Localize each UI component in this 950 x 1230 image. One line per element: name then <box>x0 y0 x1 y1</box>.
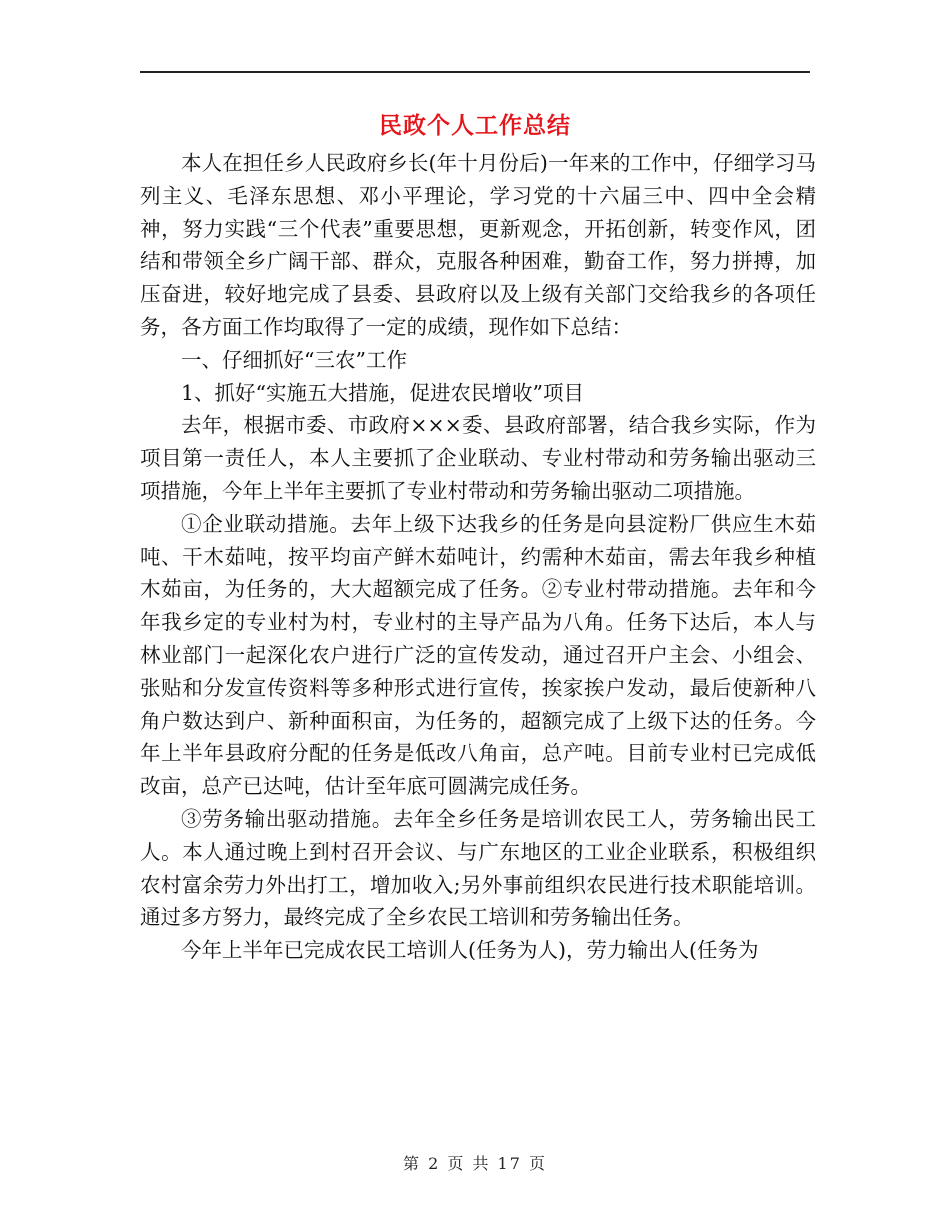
paragraph-intro: 本人在担任乡人民政府乡长(年十月份后)一年来的工作中，仔细学习马列主义、毛泽东思想、邓小平理论，学习党的十六届三中、四中全会精神，努力实践“三个代表”重要思想，更新观念，开拓创新，转变作风，团结和带领全乡广阔干部、群众，克服各种困难，勤奋工作，努力拼搏，加压奋进，较好地完成了县委、县政府以及上级有关部门交给我乡的各项任务，各方面工作均取得了一定的成绩，现作如下总结： <box>140 151 816 339</box>
paragraph-subheading: 1、抓好“实施五大措施，促进农民增收”项目 <box>181 380 585 405</box>
paragraph-project: 去年，根据市委、市政府×××委、县政府部署，结合我乡实际，作为项目第一责任人，本人主要抓了企业联动、专业村带动和劳务输出驱动三项措施，今年上半年主要抓了专业村带动和劳务输出驱动二项措施。 <box>140 413 816 503</box>
paragraph-current-year: 今年上半年已完成农民工培训人(任务为人)，劳力输出人(任务为 <box>181 938 759 963</box>
header-rule <box>140 71 810 73</box>
paragraph-section-heading: 一、仔细抓好“三农”工作 <box>181 347 407 372</box>
paragraph-measures: ①企业联动措施。去年上级下达我乡的任务是向县淀粉厂供应生木茹吨、干木茹吨，按平均亩产鲜木茹吨计，约需种木茹亩，需去年我乡种植木茹亩，为任务的，大大超额完成了任务。②专业村带动措施。去年和今年我乡定的专业村为村，专业村的主导产品为八角。任务下达后，本人与林业部门一起深化农户进行广泛的宣传发动，通过召开户主会、小组会、张贴和分发宣传资料等多种形式进行宣传，挨家挨户发动，最后使新种八角户数达到户、新种面积亩，为任务的，超额完成了上级下达的任务。今年上半年县政府分配的任务是低改八角亩，总产吨。目前专业村已完成低改亩，总产已达吨，估计至年底可圆满完成任务。 <box>140 511 816 799</box>
page-number-footer: 第 2 页 共 17 页 <box>403 1154 547 1173</box>
document-body <box>140 147 816 967</box>
paragraph-labor-export: ③劳务输出驱动措施。去年全乡任务是培训农民工人，劳务输出民工人。本人通过晚上到村召开会议、与广东地区的工业企业联系，积极组织农村富余劳力外出打工，增加收入;另外事前组织农民进行技术职能培训。通过多方努力，最终完成了全乡农民工培训和劳务输出任务。 <box>140 806 816 930</box>
document-title: 民政个人工作总结 <box>379 112 571 139</box>
